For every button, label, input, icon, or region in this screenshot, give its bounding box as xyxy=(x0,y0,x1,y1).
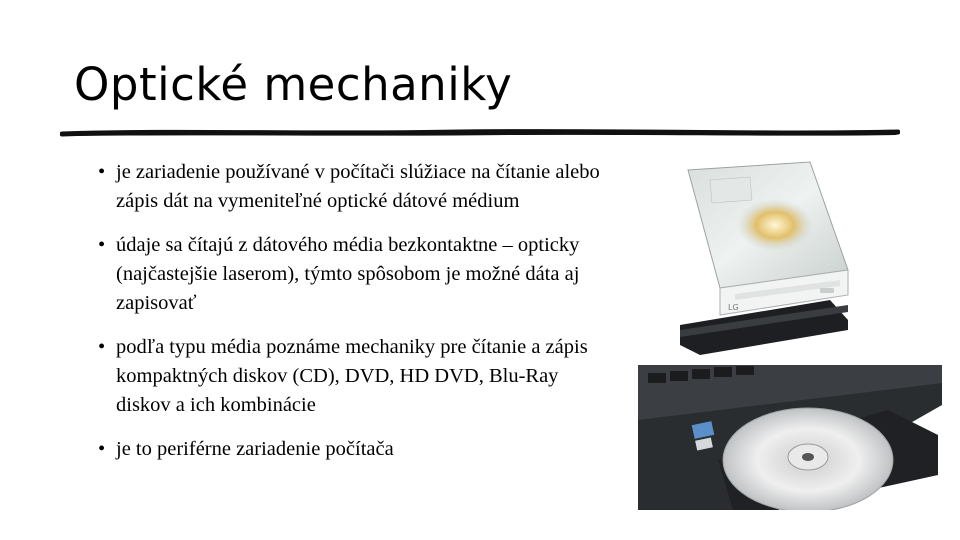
bullet-text: je to periférne zariadenie počítača xyxy=(116,438,394,460)
bullet-marker: • xyxy=(98,438,106,460)
bullet-item xyxy=(98,158,618,216)
drive-logo-text: LG xyxy=(728,303,739,312)
bullet-text: podľa typu média poznáme mechaniky pre čítanie a zápis kompaktných diskov (CD), DVD, HD DVD, Blu-Ray diskov a ich kombinácie xyxy=(116,336,588,416)
title-underline xyxy=(60,124,900,144)
slide-title: Optické mechaniky xyxy=(74,58,513,111)
bullet-text: je zariadenie používané v počítači slúžiace na čítanie alebo zápis dát na vymeniteľné optické dátové médium xyxy=(116,161,600,212)
optical-drive-image xyxy=(680,160,860,355)
bullet-marker: • xyxy=(98,234,106,256)
bullet-text: údaje sa čítajú z dátového média bezkontaktne – opticky (najčastejšie laserom), týmto spôsobom je možné dáta aj zapisovať xyxy=(116,234,580,314)
bullet-marker: • xyxy=(98,336,106,358)
bullet-item xyxy=(98,231,618,318)
bullet-marker: • xyxy=(98,161,106,183)
laptop-disc-tray-image xyxy=(638,365,942,510)
bullet-item xyxy=(98,333,618,420)
bullet-item xyxy=(98,435,618,464)
bullet-list xyxy=(98,158,618,479)
